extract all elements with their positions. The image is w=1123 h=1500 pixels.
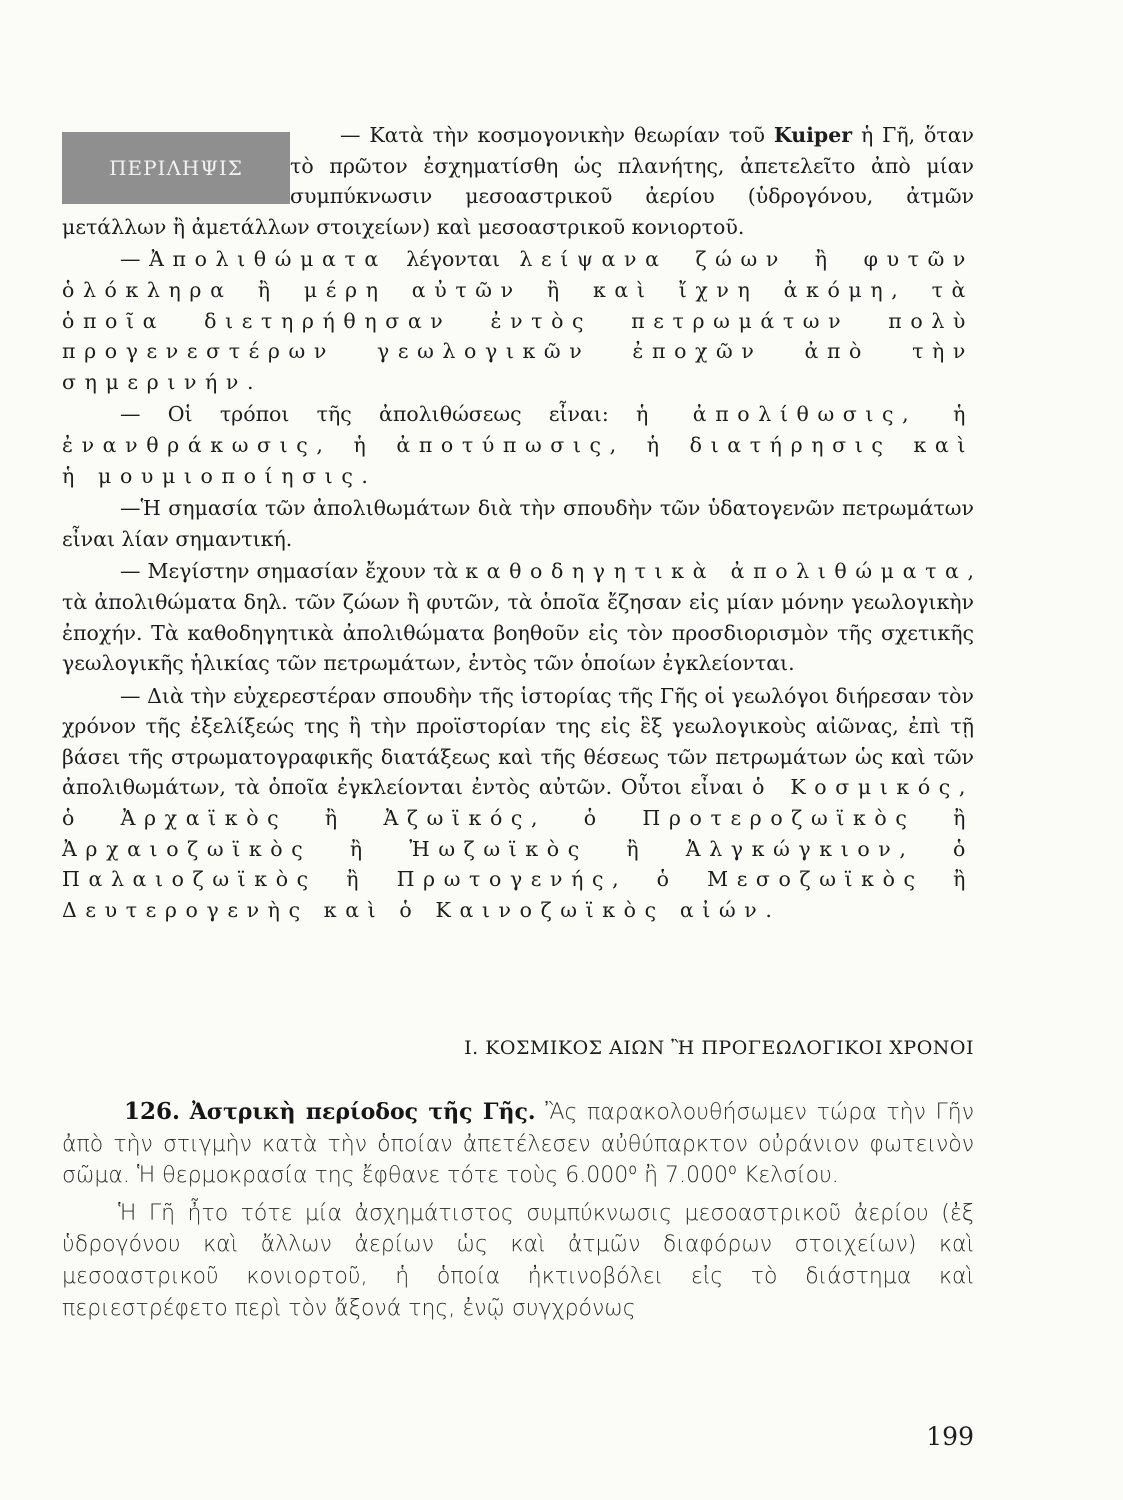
summary-paragraph: — Οἱ τρόποι τῆς ἀπολιθώσεως εἶναι: ἡ ἀπολίθωσις, ἡ ἐνανθράκωσις, ἡ ἀποτύπωσις, ἡ διατήρησις καὶ ἡ μουμιοποίησις. [62,402,974,488]
summary-badge-label: ΠΕΡΙΛΗΨΙΣ [109,156,243,180]
summary-badge [62,132,290,204]
article-title: Ἀστρικὴ περίοδος τῆς Γῆς. [189,1099,536,1125]
article-body [62,1096,974,1330]
article-number: 126. [124,1098,181,1125]
summary-paragraph: — Διὰ τὴν εὐχερεστέραν σπουδὴν τῆς ἱστορίας τῆς Γῆς οἱ γεωλόγοι διήρεσαν τὸν χρόνον τῆς ἐξελίξεώς της ἢ τὴν προϊστορίαν της εἰς ἓξ γεωλογικοὺς αἰῶνας, ἐπὶ τῇ βάσει τῆς στρωματογραφικῆς διατάξεως καὶ τῆς θέσεως τῶν πετρωμάτων ὡς καὶ τῶν ἀπολιθωμάτων, τὰ ὁποῖα ἐγκλείονται ἐντὸς αὐτῶν. Οὗτοι εἶναι ὁ Κοσμικός, ὁ Ἀρχαϊκὸς ἢ Ἀζωϊκός, ὁ Προτεροζωϊκὸς ἢ Ἀρχαιοζωϊκὸς ἢ Ἠωζωϊκὸς ἢ Ἀλγκώγκιον, ὁ Παλαιοζωϊκὸς ἢ Πρωτογενής, ὁ Μεσοζωϊκὸς ἢ Δευτερογενὴς καὶ ὁ Καινοζωϊκὸς αἰών. [62,683,974,922]
section-heading: Ι. ΚΟΣΜΙΚΟΣ ΑΙΩΝ Ἢ ΠΡΟΓΕΩΛΟΓΙΚΟΙ ΧΡΟΝΟΙ [464,1037,974,1059]
summary-paragraph: — Κατὰ τὴν κοσμογονικὴν θεωρίαν τοῦ Kuiper ἡ Γῆ, ὅταν τὸ πρῶτον ἐσχηματίσθη ὡς πλανήτης, ἀπετελεῖτο ἀπὸ μίαν συμπύκνωσιν μεσοαστρικοῦ ἀερίου (ὑδρογόνου, ἀτμῶν μετάλλων ἢ ἀμετάλλων στοιχείων) καὶ μεσοαστρικοῦ κονιορτοῦ. [62,123,974,239]
summary-paragraph: —Ἀπολιθώματα λέγονται λείψανα ζώων ἢ φυτῶν ὁλόκληρα ἢ μέρη αὐτῶν ἢ καὶ ἴχνη ἀκόμη, τὰ ὁποῖα διετηρήθησαν ἐντὸς πετρωμάτων πολὺ προγενεστέρων γεωλογικῶν ἐποχῶν ἀπὸ τὴν σημερινήν. [62,247,974,394]
article-paragraph: Ἡ Γῆ ἦτο τότε μία ἀσχημάτιστος συμπύκνωσις μεσοαστρικοῦ ἀερίου (ἐξ ὑδρογόνου καὶ ἄλλων ἀερίων ὡς καὶ ἀτμῶν διαφόρων στοιχείων) καὶ μεσοαστρικοῦ κονιορτοῦ, ἡ ὁποία ἠκτινοβόλει εἰς τὸ διάστημα καὶ περιεστρέφετο περὶ τὸν ἄξονά της, ἐνῷ συγχρόνως [62,1200,974,1321]
summary-block [62,120,974,927]
kuiper-name: Kuiper [773,123,853,147]
summary-paragraph: —Ἡ σημασία τῶν ἀπολιθωμάτων διὰ τὴν σπουδὴν τῶν ὑδατογενῶν πετρωμάτων εἶναι λίαν σημαντική. [62,496,974,551]
page-number: 199 [926,1422,974,1451]
summary-paragraph: — Μεγίστην σημασίαν ἔχουν τὰ καθοδηγητικὰ ἀπολιθώματα, τὰ ἀπολιθώματα δηλ. τῶν ζώων ἢ φυτῶν, τὰ ὁποῖα ἔζησαν εἰς μίαν μόνην γεωλογικὴν ἐποχήν. Τὰ καθοδηγητικὰ ἀπολιθώματα βοηθοῦν εἰς τὸν προσδιορισμὸν τῆς σχετικῆς γεωλογικῆς ἡλικίας τῶν πετρωμάτων, ἐντὸς τῶν ὁποίων ἐγκλείονται. [62,559,974,676]
article-paragraph: 126. Ἀστρικὴ περίοδος τῆς Γῆς. Ἂς παρακολουθήσωμεν τώρα τὴν Γῆν ἀπὸ τὴν στιγμὴν κατὰ τὴν ὁποίαν ἀπετέλεσεν αὐθύπαρκτον οὐράνιον φωτεινὸν σῶμα. Ἡ θερμοκρασία της ἔφθανε τότε τοὺς 6.000⁰ ἢ 7.000⁰ Κελσίου. [62,1098,974,1189]
